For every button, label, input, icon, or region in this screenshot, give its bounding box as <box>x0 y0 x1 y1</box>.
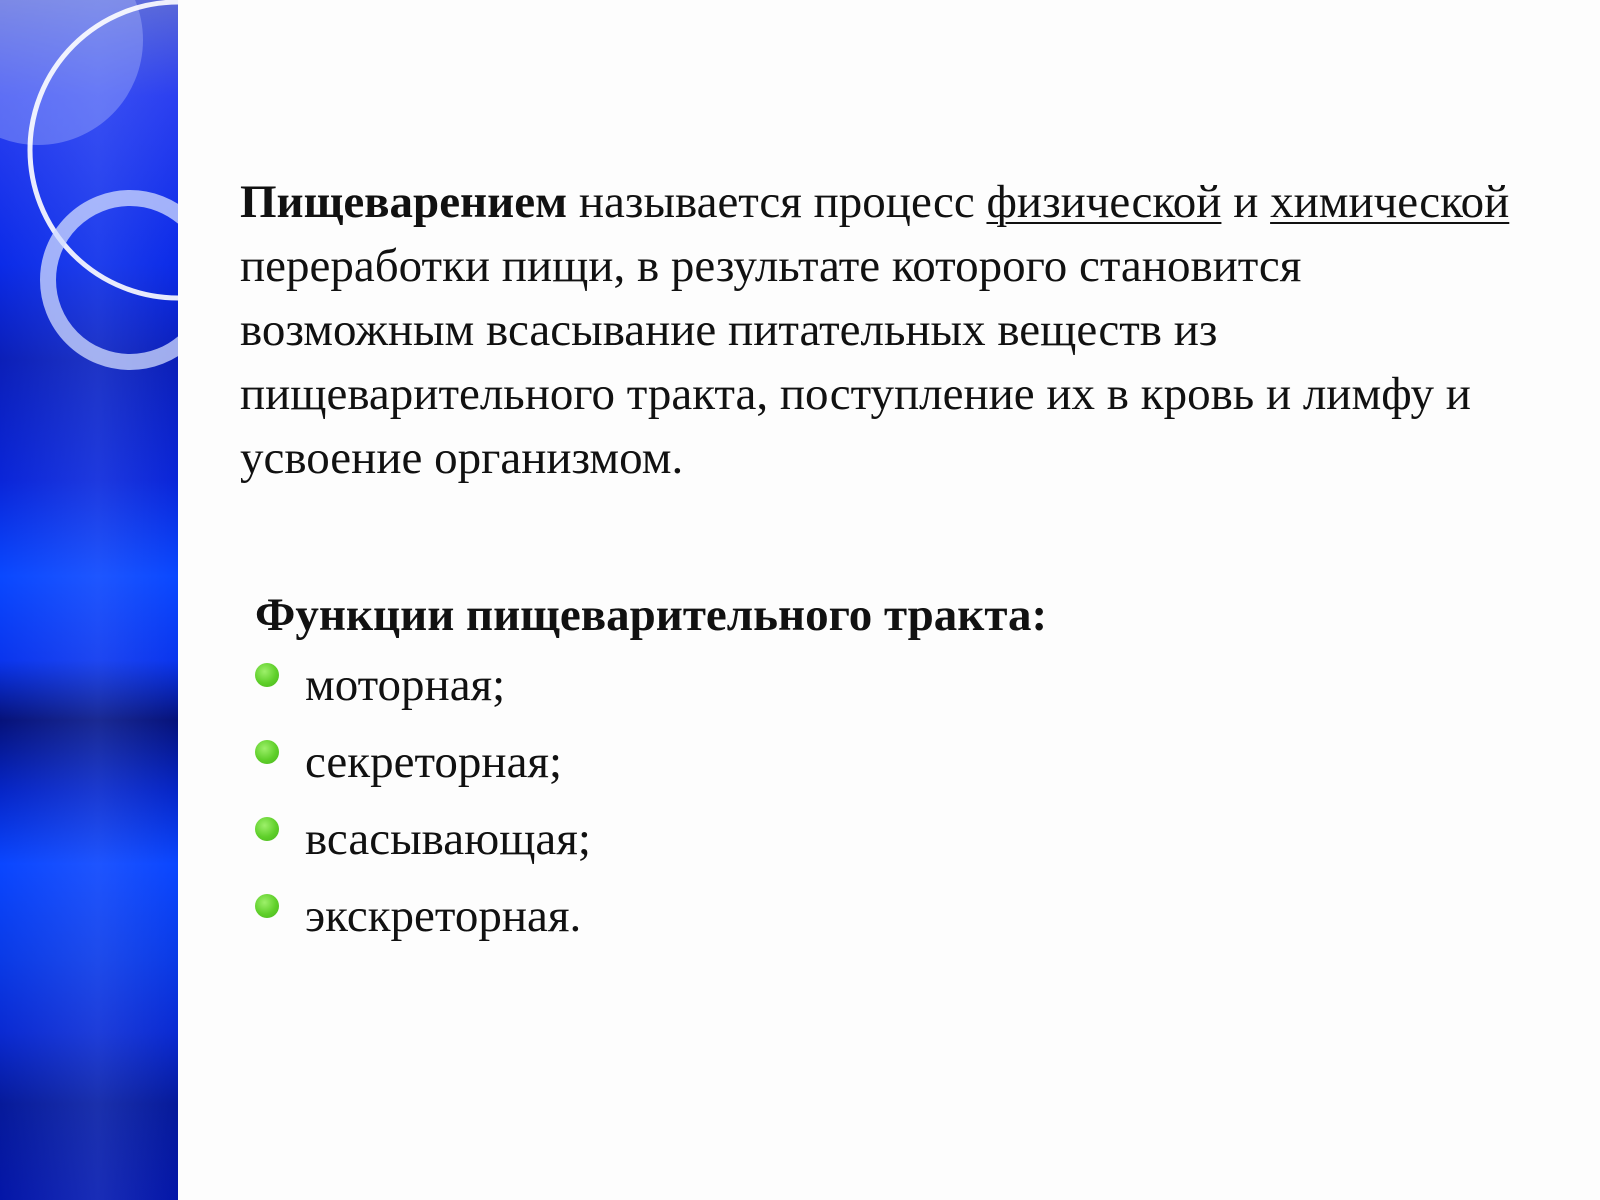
functions-title: Функции пищеварительного тракта: <box>255 589 1048 641</box>
list-item <box>255 655 1455 732</box>
list-item <box>255 809 1455 886</box>
definition-term: Пищеварением <box>240 176 568 228</box>
list-item <box>255 732 1455 809</box>
list-item-label: секреторная; <box>305 736 563 788</box>
physical-link: физической <box>986 176 1222 228</box>
green-dot-icon <box>255 894 279 918</box>
chemical-link: химической <box>1270 176 1510 228</box>
decorative-sidebar <box>0 0 178 1200</box>
definition-text-2: и <box>1221 176 1271 228</box>
definition-paragraph <box>240 170 1540 490</box>
list-item <box>255 886 1455 963</box>
list-item-label: экскреторная. <box>305 890 582 942</box>
green-dot-icon <box>255 817 279 841</box>
list-item-label: моторная; <box>305 659 506 711</box>
green-dot-icon <box>255 740 279 764</box>
definition-text-3: переработки пищи, в результате которого становится возможным всасывание питательных веществ из пищеварительного тракта, поступление их в кровь и лимфу и усвоение организмом. <box>240 240 1471 484</box>
functions-list <box>255 655 1455 963</box>
definition-text-1: называется процесс <box>567 176 987 228</box>
definition-block <box>240 170 1540 490</box>
green-dot-icon <box>255 663 279 687</box>
ring-decoration-icon <box>0 0 178 400</box>
functions-block <box>255 585 1455 963</box>
list-item-label: всасывающая; <box>305 813 591 865</box>
